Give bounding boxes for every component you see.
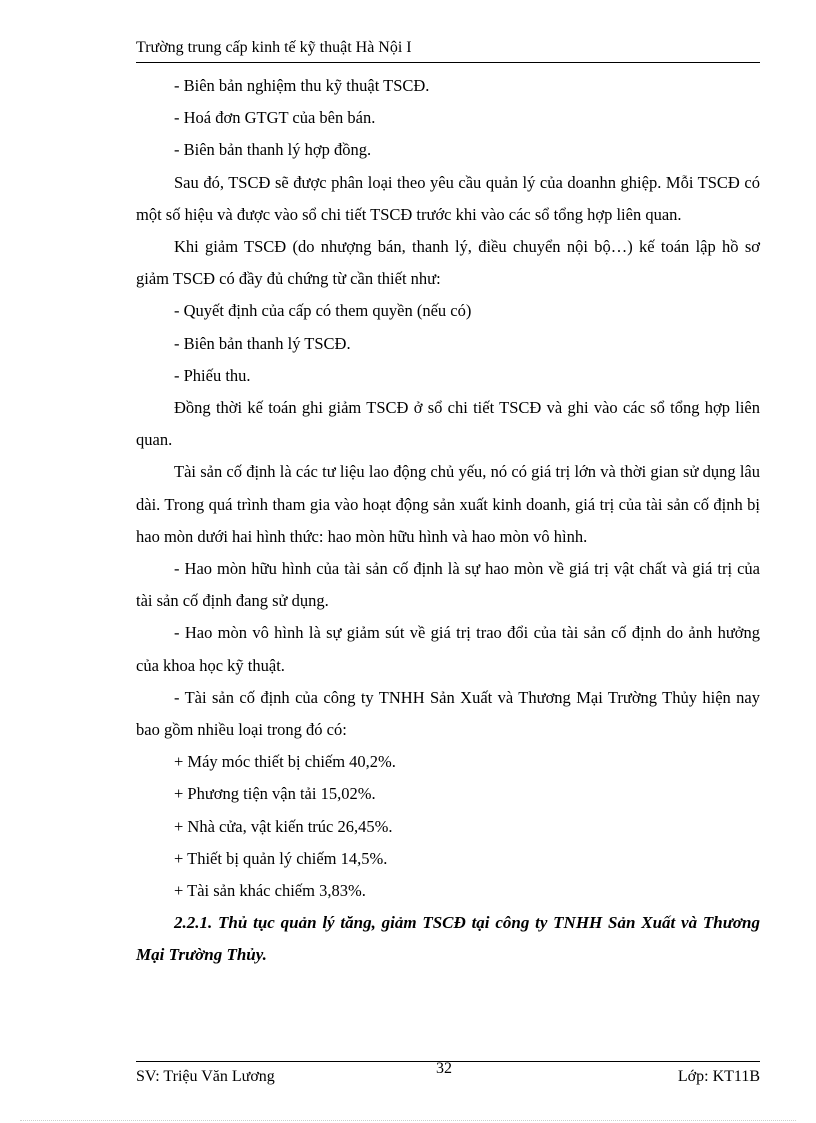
page-footer <box>136 1062 760 1090</box>
list-item: - Biên bản nghiệm thu kỹ thuật TSCĐ. <box>174 76 430 95</box>
list-item: + Thiết bị quản lý chiếm 14,5%. <box>174 848 388 868</box>
list-item: + Phương tiện vận tải 15,02%. <box>174 784 376 804</box>
paragraph: - Tài sản cố định của công ty TNHH Sản Xuất và Thương Mại Trường Thủy hiện nay bao gồm nhiều loại trong đó có: <box>136 687 760 740</box>
list-item: - Biên bản thanh lý TSCĐ. <box>174 333 351 353</box>
page-header <box>136 38 760 58</box>
footer-student: SV: Triệu Văn Lương <box>136 1068 275 1085</box>
header-title: Trường trung cấp kinh tế kỹ thuật Hà Nội I <box>136 39 412 56</box>
footer-class: Lớp: KT11B <box>677 1068 760 1085</box>
list-item: + Nhà cửa, vật kiến trúc 26,45%. <box>174 816 393 836</box>
page-number: 32 <box>436 1060 452 1077</box>
list-item: - Hoá đơn GTGT của bên bán. <box>174 108 376 128</box>
list-item: - Biên bản thanh lý hợp đồng. <box>174 140 372 160</box>
list-item: - Quyết định của cấp có them quyền (nếu có) <box>174 301 472 321</box>
paragraph: Đồng thời kế toán ghi giảm TSCĐ ở sổ chi tiết TSCĐ và ghi vào các sổ tổng hợp liên quan. <box>136 398 760 450</box>
paragraph: Khi giảm TSCĐ (do nhượng bán, thanh lý, điều chuyển nội bộ…) kế toán lập hồ sơ giảm TSCĐ có đầy đủ chứng từ cần thiết như: <box>136 237 760 289</box>
paragraph: Sau đó, TSCĐ sẽ được phân loại theo yêu cầu quản lý của doanhn ghiệp. Mỗi TSCĐ có một số hiệu và được vào sổ chi tiết TSCĐ trước khi vào các sổ tổng hợp liên quan. <box>136 172 760 224</box>
section-heading: 2.2.1. Thủ tục quản lý tăng, giảm TSCĐ tại công ty TNHH Sản Xuất và Thương Mại Trường Thủy. <box>136 913 760 965</box>
list-item: + Máy móc thiết bị chiếm 40,2%. <box>174 752 396 772</box>
header-divider <box>136 62 760 63</box>
paragraph: - Hao mòn vô hình là sự giảm sút về giá trị trao đổi của tài sản cố định do ảnh hưởng của khoa học kỹ thuật. <box>136 623 760 675</box>
list-item: - Phiếu thu. <box>174 365 251 385</box>
page-boundary <box>20 1120 796 1121</box>
document-body <box>136 70 760 972</box>
paragraph: Tài sản cố định là các tư liệu lao động chủ yếu, nó có giá trị lớn và thời gian sử dụng lâu dài. Trong quá trình tham gia vào hoạt động sản xuất kinh doanh, giá trị của tài sản cố định bị hao mòn dưới hai hình thức: hao mòn hữu hình và hao mòn vô hình. <box>136 462 760 546</box>
paragraph: - Hao mòn hữu hình của tài sản cố định là sự hao mòn về giá trị vật chất và giá trị của tài sản cố định đang sử dụng. <box>136 559 760 611</box>
list-item: + Tài sản khác chiếm 3,83%. <box>174 881 366 901</box>
